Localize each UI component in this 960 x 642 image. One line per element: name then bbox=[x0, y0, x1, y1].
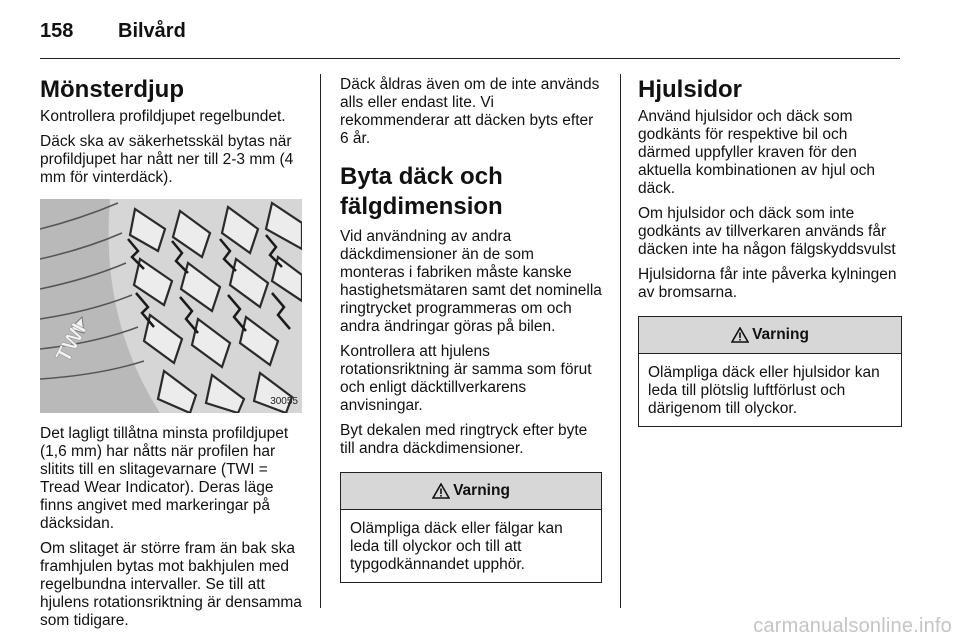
warning-triangle-icon bbox=[731, 327, 749, 343]
header-rule bbox=[40, 58, 900, 59]
section-title: Bilvård bbox=[118, 20, 186, 42]
paragraph: Byt dekalen med ringtryck efter byte till andra däckdimensioner. bbox=[340, 422, 588, 457]
twi-marker-text: TWI bbox=[50, 319, 92, 367]
paragraph: Om hjulsidor och däck som inte godkänts av tillverkaren används får däcken inte ha någon fälgskyddsvulst bbox=[638, 205, 896, 258]
tire-tread-illustration bbox=[40, 199, 302, 413]
paragraph: Däck ska av säkerhetsskäl bytas när profildjupet har nått ner till 2-3 mm (4 mm för vinterdäck). bbox=[40, 133, 294, 186]
paragraph: Det lagligt tillåtna minsta profildjupet (1,6 mm) har nåtts när profilen har slitits till en slitagevarnare (TWI = Tread Wear Indicator). Deras läge finns angivet med markeringar på däcksidan. bbox=[40, 425, 289, 532]
paragraph: Däck åldras även om de inte används alls eller endast lite. Vi rekommenderar att däcken byts efter 6 år. bbox=[340, 76, 600, 147]
paragraph: Kontrollera att hjulens rotationsriktning är samma som förut och enligt däcktillverkarens anvisningar. bbox=[340, 343, 592, 414]
heading-hjulsidor: Hjulsidor bbox=[638, 76, 743, 103]
column-divider-1 bbox=[320, 74, 321, 608]
warning-title: Varning bbox=[752, 326, 809, 343]
watermark: carmanualsonline.info bbox=[753, 615, 952, 637]
warning-header bbox=[639, 317, 901, 354]
column-divider-2 bbox=[620, 74, 621, 608]
heading-byta-dack: Byta däck och fälgdimension bbox=[340, 163, 503, 220]
column-3 bbox=[638, 76, 902, 427]
column-2 bbox=[340, 76, 602, 583]
page-number: 158 bbox=[40, 20, 74, 42]
warning-box bbox=[638, 316, 902, 427]
figure-label: 30055 bbox=[270, 396, 298, 407]
warning-triangle-icon bbox=[432, 483, 450, 499]
tire-tread-drawing bbox=[40, 199, 302, 413]
heading-monsterdjup: Mönsterdjup bbox=[40, 76, 184, 103]
warning-text: Olämpliga däck eller hjulsidor kan leda till plötslig luftförlust och därigenom till olyckor. bbox=[648, 364, 880, 417]
paragraph: Vid användning av andra däckdimensioner än de som monteras i fabriken måste kanske hastighetsmätaren samt det nominella ringtrycket programmeras om och andra ändringar göras på bilen. bbox=[340, 228, 602, 335]
paragraph: Hjulsidorna får inte påverka kylningen av bromsarna. bbox=[638, 266, 897, 301]
paragraph: Använd hjulsidor och däck som godkänts för respektive bil och därmed uppfyller kraven för den aktuella kombinationen av hjul och däck. bbox=[638, 108, 875, 197]
warning-text: Olämpliga däck eller fälgar kan leda till olyckor och till att typgodkännandet upphör. bbox=[350, 520, 563, 573]
paragraph: Kontrollera profildjupet regelbundet. bbox=[40, 108, 286, 125]
warning-box bbox=[340, 472, 602, 583]
paragraph: Om slitaget är större fram än bak ska framhjulen bytas mot bakhjulen med regelbundna intervaller. Se till att hjulens rotationsriktning är densamma som tidigare. bbox=[40, 540, 302, 629]
warning-title: Varning bbox=[453, 482, 510, 499]
warning-header bbox=[341, 473, 601, 510]
column-1 bbox=[40, 76, 304, 637]
